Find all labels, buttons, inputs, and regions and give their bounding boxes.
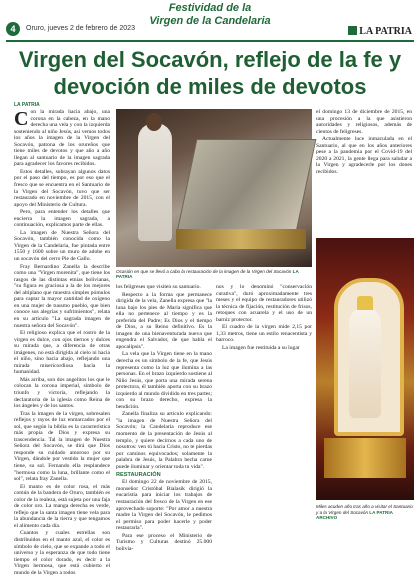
caption-credit: LA PATRIA ARCHIVO [316,509,393,520]
page-number: 4 [6,22,20,36]
paragraph: Estos detalles, subrayan algunos datos por el paso del tiempo, es por eso que el fresco que se encuentra en el Santuario de la Virgen del Socavón, tuvo que ser restaurado en noviembre de 2015, con el apoyo del Ministerio de Cultura. [14,168,110,208]
subheading-restauracion: RESTAURACIÓN [116,472,161,479]
date-line: Oruro, jueves 2 de febrero de 2023 [26,25,135,32]
section-title-line1: Festividad de la [168,2,252,14]
article-column-4 [316,109,412,234]
paragraph: El manto es de color rosa, el más común de la bandera de Oruro, también es color de la realeza, está sujeta por una faja de color oro. La manga derecha es verde, reflejo que la santa imagen tiene vela para la abundancia de la tierra y que tengamos el alimento cada día. [14,483,110,529]
caption-credit: LA PATRIA [116,269,299,279]
paragraph: el domingo 13 de diciembre de 2015, en una procesión a la que asistieron autoridades y religiosos, además de cientos de feligreses. [316,109,412,135]
paragraph: Tras la imagen de la virgen, sobresalen reflejos y rayos de luz enmarcados por el sol, que según la biblia es la característica más propia de Dios y expresa su trascendencia. Tal la imagen de Nuestra Señora del Socavón, se dirá que Dios responde su cuidado amoroso por su Virgen, dándole por vestido la mujer que tiene, su sol. Fernando ella resplandece "hermosa como la luna, brillante como el sol", relata fray Zanella. [14,410,110,483]
section-title [130,2,290,28]
gold-frame [176,229,306,249]
article-column-2 [116,284,213,552]
photo-caption-1 [116,269,312,279]
paragraph: Para ese proceso el Ministerio de Turismo y Culturas destinó 25.000 bolivia- [116,532,212,552]
logo-icon [348,26,357,35]
paragraph: Zanella finaliza su artículo explicando: "la imagen de Nuestra Señora del Socavón; la Candelaria reproduce ese momento de la presentación de Jesús al templo, y quiere decirnos a cada uno de nosotros: ven tú hacia Cristo, no te pierdas por caminos equivocados; solamente la palabra de Jesús, la Palabra hecha carne puede iluminar y orientar toda tu vida". [116,411,212,470]
paragraph: nos y lo denominó "conservación curativa", duró aproximadamente tres meses y el equipo de restauradores utilizó la técnica de fijación, restitución de frisos, retoques con acuarela y el uso de un barniz protector. [216,284,312,323]
virgin-statue [349,308,381,418]
fresco-painting [176,139,317,237]
photo-caption-2 [316,504,414,521]
sanctuary-photo [316,238,414,500]
paragraph: La imagen fue restituida a su lugar [222,344,300,351]
article-headline: Virgen del Socavón, reflejo de la fe y devoción de miles de devotos [18,47,402,99]
section-title-line2: Virgen de la Candelaria [149,15,271,27]
crown-icon [357,296,373,310]
drop-cap: C [14,108,29,130]
logo-text: LA PATRIA [359,26,412,37]
restorer-head [146,113,162,131]
paragraph: La vela que la Virgen tiene en la mano derecha es un símbolo de la fe, que Jesús representa como la luz que ilumina a las personas. En el brazo izquierdo sostiene al Niño Jesús, que porta una mirada serena protectora, él también aporta con su brazo izquierdo al mundo dividido en tres partes; con su brazo derecho, expresa la bendición. [116,351,213,410]
page-header [0,0,420,44]
restoration-photo [116,109,312,267]
article-column-1 [14,108,110,576]
paragraph: on la mirada hacia abajo, una corona en la cabeza, en la mano derecha una vela y con la izquierda sosteniendo al niño Jesús, así vemos todos los años la imagen de la Virgen del Socavón, patrona de los orureños que tiene miles de devotos y que año a año llegan al santuario de la imagen sagrada para agradecer los favores recibidos. [14,109,110,168]
paragraph: Respecto a la forma que permanece dirigida de la vela, Zanella expresa que "la luna bajo los pies de María significa que ella no pertenece al tiempo y es la preferida del Padre; Es Dios y el tiempo de Dios, a su Reino definitivo. Es la imagen de una bienaventurada nueva que engendra el Salvador, de que habla el apocalipsis". [116,291,212,350]
article-byline: LA PATRIA [14,102,40,108]
article-column-3 [216,284,312,364]
restorer-figure [138,123,172,241]
newspaper-logo [348,26,412,37]
paragraph: Más arriba, son dos angelitos los que le colocan la corona imperial, símbolo de triunfo y victoria, reflejando la declaratoria de la iglesia como Reina de los ángeles y de los santos. [14,376,110,410]
caption-text: Miles acuden año tras año a visitar el Santuario y a la Virgen del Socavón [316,504,413,515]
altar-base [324,438,406,478]
paragraph: El religioso explica que el rostro de la virgen es dulce, con ojos tiernos y dulces su mirada que, a diferencia de otras imágenes, no está dirigida al cielo ni hacia el niño, sino hacia abajo, reflejando una mirada misericordiosa hacia la humanidad. [14,330,110,376]
header-divider [6,40,414,42]
paragraph: Pero, para entender los detalles que encierra la imagen sagrada, a continuación, explicamos parte de ellas. [14,209,110,229]
paragraph: La imagen de Nuestra Señora del Socavón, también conocida como la Virgen de la Candelaria, fue pintada entre 1550 y 1600 sobre un muro de adobe en un socavón del cerro Pie de Gallo. [14,229,110,263]
paragraph: Actualmente luce inmaculada en el Santuario, al que en los años anteriores pese a la pandemia por el Covid-19 del 2020 a 2021, la gente llega para saludar a la Virgen y agradecerle por los dones recibidos. [316,136,412,175]
caption-text: Ocasión en que se llevó a cabo la restauración de la imagen de la Virgen del Socavón [116,269,292,274]
paragraph: Fray Bernardino Zanella la describe como una "Virgen morenita", que tiene los rasgos de las distintas etnias bolivianas, "su figura es graciosa a la de los mejores del altiplano que muestra simples pómulos para captar la mayor cantidad de oxígeno en una mujer de tuusmo pueblo, que bien conoce sus alegrías y sufrimientos", relata en su artículo "La sagrada imagen de nuestra señora del Socavón". [14,263,110,329]
paragraph: Cuantos y cuales estrellas son distribuidos en el manto azul, el color es símbolo de cielo, que se expande a todo el universo y la esperanza de que todo tiene tiempo el color dorado, es decir a la Virgen hermosa, que está cubierto el mundo de la Virgen a todos [14,530,110,576]
paragraph: El domingo 22 de noviembre de 2015, monseñor Cristóbal Bialasik dirigió la eucaristía para iniciar los trabajos de restauración del fresco de la Virgen en ese aprovechado soporte: "Por amor a nuestra madre la Virgen del Socavón, le pedimos el permiso para poder hacerle y poder restaurarla". [116,479,212,532]
paragraph: El cuadro de la virgen mide 2,15 por 1,33 metros, tiene un estilo renacentista y barroco. [216,324,312,344]
paragraph: los feligreses que visiten su santuario. [116,284,201,290]
